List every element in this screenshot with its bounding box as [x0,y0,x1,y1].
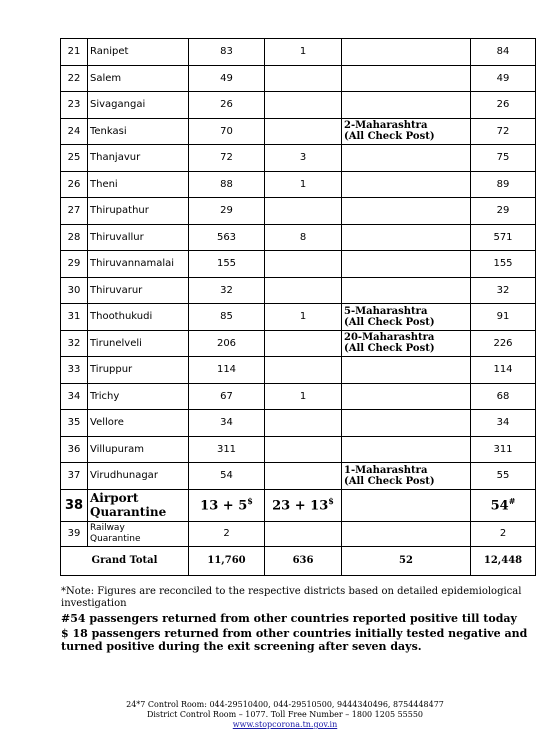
cell-sno: 23 [61,92,88,119]
cell-transit-note: 1-Maharashtra (All Check Post) [342,463,471,490]
cell-transit-note: 2-Maharashtra (All Check Post) [342,118,471,145]
cell-added: 1 [265,171,342,198]
cell-transit-note: 5-Maharashtra (All Check Post) [342,304,471,331]
table-row [61,65,536,92]
table-row [61,198,536,225]
cell-added: 23 + 13$ [265,489,342,521]
district-cases-table [60,38,536,576]
table-row [61,224,536,251]
grand-total-label: Grand Total [61,546,189,575]
cell-added: 8 [265,224,342,251]
cell-sno: 33 [61,357,88,384]
cell-total: 84 [471,39,536,66]
cell-total: 12,448 [471,546,536,575]
cell-total: 2 [471,521,536,546]
cell-district: Ranipet [88,39,189,66]
table-row [61,463,536,490]
table-row [61,118,536,145]
cell-district: Airport Quarantine [88,489,189,521]
cell-district: Thiruvallur [88,224,189,251]
cell-cases: 34 [189,410,265,437]
cell-cases: 114 [189,357,265,384]
cell-added [265,251,342,278]
footnote-marker: $ [247,496,253,507]
cell-sno: 31 [61,304,88,331]
cell-added [265,198,342,225]
note-reconciliation: *Note: Figures are reconciled to the respective districts based on detailed epidemiological investigation [61,586,522,609]
cell-cases: 72 [189,145,265,172]
cell-cases: 67 [189,383,265,410]
cell-cases: 32 [189,277,265,304]
cell-added [265,277,342,304]
cell-district: Thanjavur [88,145,189,172]
table-row [61,251,536,278]
cell-sno: 29 [61,251,88,278]
note-passengers-exit-screening: $ 18 passengers returned from other countries initially tested negative and turned positive during the exit screening after seven days. [61,627,528,653]
cell-cases: 2 [189,521,265,546]
cell-sno: 26 [61,171,88,198]
cell-sno: 34 [61,383,88,410]
cell-total: 26 [471,92,536,119]
table-row-grand-total [61,546,536,575]
cell-district: Thoothukudi [88,304,189,331]
cell-added [265,92,342,119]
cell-cases: 311 [189,436,265,463]
cell-district: Thirupathur [88,198,189,225]
cell-total: 55 [471,463,536,490]
cell-transit-note [342,65,471,92]
table-body [61,39,536,576]
cell-cases: 563 [189,224,265,251]
cell-transit-note [342,357,471,384]
cell-cases: 83 [189,39,265,66]
cell-added: 3 [265,145,342,172]
cell-cases: 206 [189,330,265,357]
cell-total: 114 [471,357,536,384]
district-control-line: District Control Room – 1077. Toll Free Number – 1800 1205 55550 [146,710,424,719]
cell-cases: 54 [189,463,265,490]
table-row [61,171,536,198]
cell-sno: 38 [61,489,88,521]
cell-transit-note [342,383,471,410]
table-row [61,383,536,410]
website-link[interactable]: www.stopcorona.tn.gov.in [232,720,338,729]
cell-district: Tirunelveli [88,330,189,357]
cell-cases: 70 [189,118,265,145]
cell-total: 49 [471,65,536,92]
cell-total: 155 [471,251,536,278]
cell-added: 1 [265,304,342,331]
cell-total: 311 [471,436,536,463]
table-row [61,39,536,66]
table-row [61,92,536,119]
cell-district: Trichy [88,383,189,410]
cell-cases: 26 [189,92,265,119]
cell-added [265,357,342,384]
cell-added [265,118,342,145]
cell-transit-note: 20-Maharashtra (All Check Post) [342,330,471,357]
cell-added [265,330,342,357]
cell-total: 75 [471,145,536,172]
cell-district: Railway Quarantine [88,521,189,546]
cell-cases: 85 [189,304,265,331]
cell-added: 636 [265,546,342,575]
table-row [61,145,536,172]
cell-district: Thiruvannamalai [88,251,189,278]
cell-sno: 24 [61,118,88,145]
cell-cases: 155 [189,251,265,278]
cell-total: 54# [471,489,536,521]
cell-total: 68 [471,383,536,410]
table-row [61,436,536,463]
cell-added: 1 [265,39,342,66]
table-row-railway-quarantine [61,521,536,546]
cell-sno: 28 [61,224,88,251]
cell-sno: 35 [61,410,88,437]
cell-transit-note [342,145,471,172]
cell-transit-note [342,251,471,278]
cell-total: 571 [471,224,536,251]
cell-cases: 13 + 5$ [189,489,265,521]
cell-added [265,463,342,490]
cell-total: 89 [471,171,536,198]
cell-transit-note [342,489,471,521]
cell-cases: 88 [189,171,265,198]
table-row [61,304,536,331]
footnote-marker: $ [328,496,334,507]
cell-transit-note [342,171,471,198]
cell-cases: 11,760 [189,546,265,575]
cell-district: Thiruvarur [88,277,189,304]
cell-transit-note [342,410,471,437]
cell-transit-note [342,436,471,463]
cell-cases: 49 [189,65,265,92]
cell-total: 34 [471,410,536,437]
cell-added [265,521,342,546]
cell-total: 72 [471,118,536,145]
cell-sno: 21 [61,39,88,66]
cell-sno: 39 [61,521,88,546]
cell-transit-note [342,224,471,251]
cell-transit-note [342,39,471,66]
cell-sno: 32 [61,330,88,357]
cell-district: Theni [88,171,189,198]
cell-district: Virudhunagar [88,463,189,490]
footnotes [61,586,541,653]
cell-sno: 36 [61,436,88,463]
footnote-marker: # [508,496,516,507]
cell-transit-note [342,198,471,225]
control-room-line: 24*7 Control Room: 044-29510400, 044-29510500, 9444340496, 8754448477 [126,700,444,709]
cell-district: Villupuram [88,436,189,463]
cell-added [265,65,342,92]
cell-total: 29 [471,198,536,225]
cell-added [265,410,342,437]
cell-sno: 30 [61,277,88,304]
table-row [61,357,536,384]
table-row [61,330,536,357]
table-row [61,410,536,437]
cell-district: Vellore [88,410,189,437]
cell-transit-note [342,521,471,546]
cell-transit-note [342,277,471,304]
cell-district: Tenkasi [88,118,189,145]
cell-sno: 37 [61,463,88,490]
cell-transit-note: 52 [342,546,471,575]
cell-sno: 22 [61,65,88,92]
page-footer [70,700,500,730]
cell-total: 32 [471,277,536,304]
cell-total: 226 [471,330,536,357]
cell-cases: 29 [189,198,265,225]
cell-sno: 25 [61,145,88,172]
table-row [61,277,536,304]
cell-transit-note [342,92,471,119]
table-row-airport-quarantine [61,489,536,521]
cell-total: 91 [471,304,536,331]
cell-district: Sivagangai [88,92,189,119]
cell-added [265,436,342,463]
cell-sno: 27 [61,198,88,225]
cell-district: Tiruppur [88,357,189,384]
cell-district: Salem [88,65,189,92]
note-passengers-positive: #54 passengers returned from other countries reported positive till today [61,612,517,625]
cell-added: 1 [265,383,342,410]
